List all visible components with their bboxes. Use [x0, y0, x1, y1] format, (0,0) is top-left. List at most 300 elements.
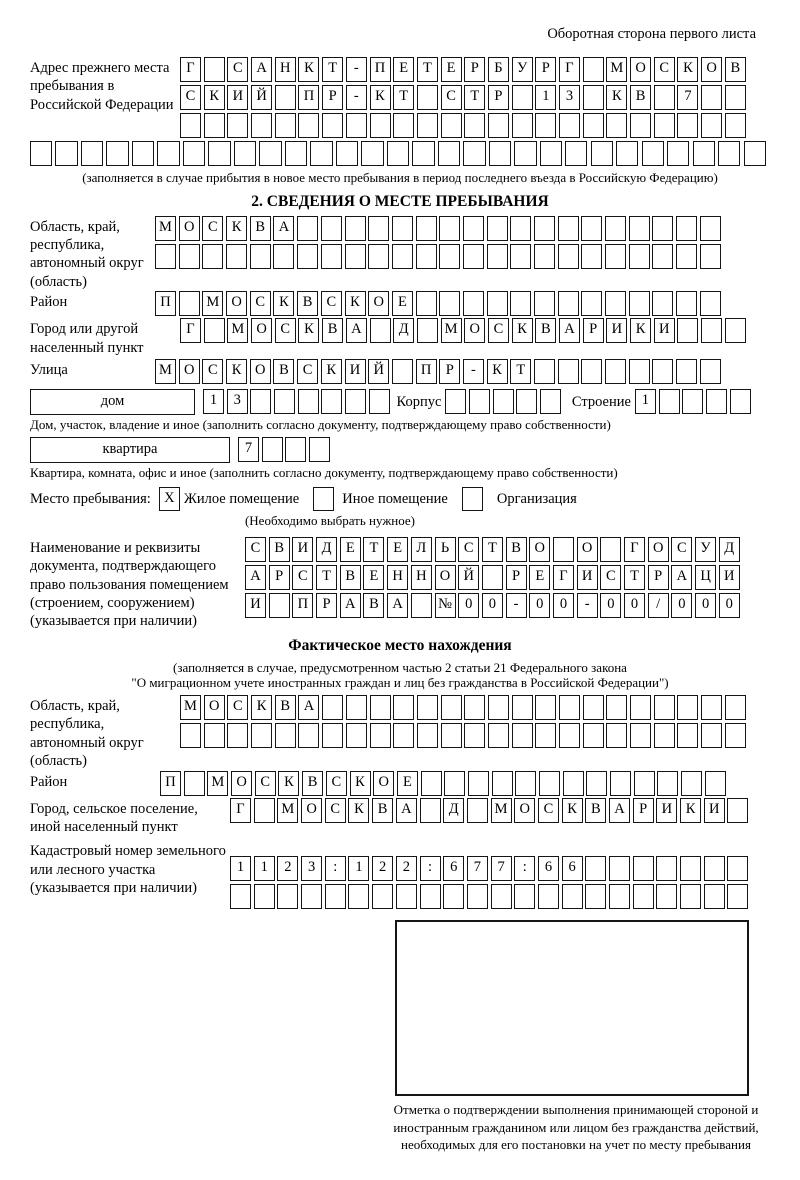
char-cell[interactable] — [285, 141, 307, 166]
char-cell[interactable] — [700, 291, 721, 316]
char-cell[interactable]: 0 — [671, 593, 692, 618]
char-cell[interactable] — [183, 141, 205, 166]
char-cell[interactable] — [634, 771, 655, 796]
char-cell[interactable]: Т — [464, 85, 485, 110]
char-cell[interactable] — [583, 723, 604, 748]
char-cell[interactable]: / — [648, 593, 669, 618]
char-cell[interactable] — [463, 244, 484, 269]
char-cell[interactable] — [420, 884, 441, 909]
char-cell[interactable]: М — [441, 318, 462, 343]
char-cell[interactable]: К — [321, 359, 342, 384]
char-cell[interactable]: С — [326, 771, 347, 796]
char-cell[interactable] — [565, 141, 587, 166]
char-cell[interactable]: К — [677, 57, 698, 82]
char-cell[interactable]: В — [725, 57, 746, 82]
char-cell[interactable] — [705, 771, 726, 796]
char-cell[interactable] — [730, 389, 751, 414]
char-cell[interactable]: С — [202, 216, 223, 241]
char-cell[interactable] — [250, 244, 271, 269]
char-cell[interactable]: Т — [393, 85, 414, 110]
char-cell[interactable]: М — [207, 771, 228, 796]
char-cell[interactable] — [204, 318, 225, 343]
char-cell[interactable]: - — [346, 57, 367, 82]
char-cell[interactable] — [469, 389, 490, 414]
char-cell[interactable] — [157, 141, 179, 166]
char-cell[interactable] — [298, 389, 319, 414]
char-cell[interactable] — [417, 113, 438, 138]
char-cell[interactable]: С — [671, 537, 692, 562]
char-cell[interactable] — [234, 141, 256, 166]
char-cell[interactable] — [416, 291, 437, 316]
char-cell[interactable]: К — [350, 771, 371, 796]
char-cell[interactable]: К — [680, 798, 701, 823]
char-cell[interactable] — [558, 359, 579, 384]
char-cell[interactable]: К — [278, 771, 299, 796]
char-cell[interactable]: Г — [230, 798, 251, 823]
char-cell[interactable] — [512, 695, 533, 720]
char-cell[interactable] — [262, 437, 283, 462]
char-cell[interactable] — [534, 244, 555, 269]
char-cell[interactable]: А — [559, 318, 580, 343]
char-cell[interactable] — [559, 723, 580, 748]
char-cell[interactable]: - — [463, 359, 484, 384]
char-cell[interactable]: М — [202, 291, 223, 316]
char-cell[interactable]: Д — [443, 798, 464, 823]
char-cell[interactable] — [725, 318, 746, 343]
char-cell[interactable]: С — [600, 565, 621, 590]
char-cell[interactable] — [677, 113, 698, 138]
char-cell[interactable] — [226, 244, 247, 269]
char-cell[interactable] — [345, 216, 366, 241]
char-cell[interactable]: С — [325, 798, 346, 823]
char-cell[interactable] — [251, 723, 272, 748]
char-cell[interactable] — [605, 244, 626, 269]
char-cell[interactable]: С — [245, 537, 266, 562]
char-cell[interactable]: В — [630, 85, 651, 110]
char-cell[interactable] — [208, 141, 230, 166]
char-cell[interactable] — [298, 723, 319, 748]
char-cell[interactable]: - — [577, 593, 598, 618]
char-cell[interactable] — [676, 244, 697, 269]
char-cell[interactable] — [285, 437, 306, 462]
char-cell[interactable]: П — [155, 291, 176, 316]
char-cell[interactable] — [659, 389, 680, 414]
char-cell[interactable]: О — [226, 291, 247, 316]
char-cell[interactable] — [81, 141, 103, 166]
char-cell[interactable] — [322, 723, 343, 748]
char-cell[interactable]: А — [396, 798, 417, 823]
char-cell[interactable] — [512, 113, 533, 138]
char-cell[interactable]: - — [506, 593, 527, 618]
char-cell[interactable] — [510, 291, 531, 316]
char-cell[interactable]: О — [231, 771, 252, 796]
char-cell[interactable]: О — [514, 798, 535, 823]
char-cell[interactable] — [677, 723, 698, 748]
char-cell[interactable]: И — [292, 537, 313, 562]
char-cell[interactable]: И — [704, 798, 725, 823]
char-cell[interactable]: Е — [529, 565, 550, 590]
char-cell[interactable] — [605, 291, 626, 316]
char-cell[interactable]: В — [302, 771, 323, 796]
char-cell[interactable] — [585, 884, 606, 909]
char-cell[interactable]: В — [322, 318, 343, 343]
char-cell[interactable]: 7 — [467, 856, 488, 881]
char-cell[interactable]: В — [269, 537, 290, 562]
char-cell[interactable] — [392, 216, 413, 241]
char-cell[interactable] — [309, 437, 330, 462]
char-cell[interactable] — [55, 141, 77, 166]
char-cell[interactable]: У — [695, 537, 716, 562]
char-cell[interactable] — [534, 291, 555, 316]
char-cell[interactable] — [464, 723, 485, 748]
char-cell[interactable]: К — [562, 798, 583, 823]
char-cell[interactable] — [605, 359, 626, 384]
char-cell[interactable]: С — [538, 798, 559, 823]
char-cell[interactable] — [421, 771, 442, 796]
char-cell[interactable]: К — [298, 57, 319, 82]
char-cell[interactable]: Т — [482, 537, 503, 562]
char-cell[interactable]: А — [387, 593, 408, 618]
char-cell[interactable]: М — [227, 318, 248, 343]
char-cell[interactable]: А — [273, 216, 294, 241]
char-cell[interactable]: О — [577, 537, 598, 562]
char-cell[interactable]: К — [251, 695, 272, 720]
char-cell[interactable]: 0 — [482, 593, 503, 618]
char-cell[interactable] — [321, 216, 342, 241]
char-cell[interactable] — [370, 695, 391, 720]
char-cell[interactable] — [680, 856, 701, 881]
char-cell[interactable]: С — [255, 771, 276, 796]
char-cell[interactable] — [583, 85, 604, 110]
char-cell[interactable] — [510, 244, 531, 269]
char-cell[interactable] — [155, 244, 176, 269]
char-cell[interactable] — [346, 113, 367, 138]
char-cell[interactable] — [616, 141, 638, 166]
char-cell[interactable]: Р — [316, 593, 337, 618]
char-cell[interactable] — [563, 771, 584, 796]
char-cell[interactable]: В — [585, 798, 606, 823]
char-cell[interactable] — [277, 884, 298, 909]
char-cell[interactable] — [510, 216, 531, 241]
char-cell[interactable] — [654, 85, 675, 110]
char-cell[interactable]: К — [345, 291, 366, 316]
char-cell[interactable] — [540, 389, 561, 414]
char-cell[interactable]: С — [227, 695, 248, 720]
char-cell[interactable]: В — [340, 565, 361, 590]
char-cell[interactable]: Д — [719, 537, 740, 562]
char-cell[interactable] — [558, 216, 579, 241]
char-cell[interactable] — [704, 856, 725, 881]
char-cell[interactable]: И — [577, 565, 598, 590]
char-cell[interactable]: К — [204, 85, 225, 110]
char-cell[interactable]: Р — [464, 57, 485, 82]
char-cell[interactable] — [540, 141, 562, 166]
char-cell[interactable] — [180, 113, 201, 138]
char-cell[interactable] — [297, 216, 318, 241]
char-cell[interactable] — [654, 695, 675, 720]
char-cell[interactable] — [345, 244, 366, 269]
char-cell[interactable]: И — [606, 318, 627, 343]
char-cell[interactable] — [629, 244, 650, 269]
char-cell[interactable]: А — [251, 57, 272, 82]
char-cell[interactable] — [132, 141, 154, 166]
char-cell[interactable] — [297, 244, 318, 269]
char-cell[interactable]: М — [180, 695, 201, 720]
char-cell[interactable] — [417, 723, 438, 748]
char-cell[interactable] — [310, 141, 332, 166]
char-cell[interactable] — [725, 85, 746, 110]
char-cell[interactable]: Н — [411, 565, 432, 590]
char-cell[interactable] — [439, 291, 460, 316]
char-cell[interactable] — [512, 723, 533, 748]
char-cell[interactable] — [361, 141, 383, 166]
char-cell[interactable] — [369, 389, 390, 414]
char-cell[interactable]: С — [441, 85, 462, 110]
char-cell[interactable] — [727, 884, 748, 909]
char-cell[interactable]: С — [321, 291, 342, 316]
char-cell[interactable] — [493, 389, 514, 414]
char-cell[interactable] — [412, 141, 434, 166]
char-cell[interactable] — [553, 537, 574, 562]
char-cell[interactable]: К — [226, 216, 247, 241]
char-cell[interactable] — [514, 141, 536, 166]
char-cell[interactable]: М — [155, 359, 176, 384]
char-cell[interactable]: В — [372, 798, 393, 823]
char-cell[interactable] — [491, 884, 512, 909]
char-cell[interactable]: Р — [535, 57, 556, 82]
char-cell[interactable]: 6 — [562, 856, 583, 881]
char-cell[interactable] — [417, 85, 438, 110]
char-cell[interactable]: В — [273, 359, 294, 384]
char-cell[interactable]: Е — [393, 57, 414, 82]
char-cell[interactable] — [345, 389, 366, 414]
char-cell[interactable] — [393, 723, 414, 748]
char-cell[interactable]: К — [298, 318, 319, 343]
char-cell[interactable] — [254, 884, 275, 909]
char-cell[interactable] — [269, 593, 290, 618]
char-cell[interactable] — [487, 291, 508, 316]
char-cell[interactable] — [488, 695, 509, 720]
char-cell[interactable]: С — [488, 318, 509, 343]
char-cell[interactable] — [488, 113, 509, 138]
char-cell[interactable]: Е — [387, 537, 408, 562]
char-cell[interactable]: С — [202, 359, 223, 384]
char-cell[interactable] — [667, 141, 689, 166]
char-cell[interactable] — [534, 359, 555, 384]
char-cell[interactable]: С — [180, 85, 201, 110]
char-cell[interactable] — [439, 244, 460, 269]
checkbox-inoe[interactable] — [313, 487, 334, 511]
char-cell[interactable]: 1 — [230, 856, 251, 881]
char-cell[interactable] — [706, 389, 727, 414]
char-cell[interactable] — [273, 244, 294, 269]
char-cell[interactable]: 3 — [301, 856, 322, 881]
char-cell[interactable]: 1 — [348, 856, 369, 881]
char-cell[interactable]: С — [292, 565, 313, 590]
char-cell[interactable] — [682, 389, 703, 414]
char-cell[interactable]: Т — [624, 565, 645, 590]
char-cell[interactable] — [700, 216, 721, 241]
char-cell[interactable] — [559, 113, 580, 138]
char-cell[interactable]: : — [514, 856, 535, 881]
char-cell[interactable] — [467, 884, 488, 909]
char-cell[interactable] — [652, 244, 673, 269]
char-cell[interactable]: Т — [510, 359, 531, 384]
char-cell[interactable] — [701, 723, 722, 748]
char-cell[interactable] — [535, 723, 556, 748]
char-cell[interactable] — [396, 884, 417, 909]
char-cell[interactable] — [539, 771, 560, 796]
char-cell[interactable]: О — [373, 771, 394, 796]
char-cell[interactable]: С — [250, 291, 271, 316]
char-cell[interactable]: Г — [624, 537, 645, 562]
char-cell[interactable] — [417, 318, 438, 343]
char-cell[interactable]: Й — [251, 85, 272, 110]
char-cell[interactable] — [704, 884, 725, 909]
char-cell[interactable]: Б — [488, 57, 509, 82]
char-cell[interactable]: 3 — [227, 389, 248, 414]
char-cell[interactable] — [259, 141, 281, 166]
char-cell[interactable] — [701, 318, 722, 343]
char-cell[interactable]: Р — [648, 565, 669, 590]
char-cell[interactable] — [420, 798, 441, 823]
char-cell[interactable] — [274, 389, 295, 414]
char-cell[interactable] — [204, 723, 225, 748]
char-cell[interactable]: 0 — [600, 593, 621, 618]
char-cell[interactable] — [370, 113, 391, 138]
char-cell[interactable]: 6 — [538, 856, 559, 881]
char-cell[interactable] — [583, 113, 604, 138]
char-cell[interactable] — [179, 244, 200, 269]
char-cell[interactable]: Й — [368, 359, 389, 384]
char-cell[interactable] — [275, 85, 296, 110]
char-cell[interactable]: 1 — [635, 389, 656, 414]
char-cell[interactable]: Е — [392, 291, 413, 316]
char-cell[interactable]: О — [301, 798, 322, 823]
char-cell[interactable] — [677, 318, 698, 343]
char-cell[interactable] — [701, 695, 722, 720]
char-cell[interactable]: И — [654, 318, 675, 343]
char-cell[interactable]: 6 — [443, 856, 464, 881]
char-cell[interactable] — [348, 884, 369, 909]
char-cell[interactable]: 0 — [458, 593, 479, 618]
char-cell[interactable]: С — [227, 57, 248, 82]
char-cell[interactable]: 0 — [553, 593, 574, 618]
char-cell[interactable]: М — [155, 216, 176, 241]
char-cell[interactable] — [251, 113, 272, 138]
char-cell[interactable] — [298, 113, 319, 138]
char-cell[interactable] — [700, 244, 721, 269]
char-cell[interactable] — [652, 216, 673, 241]
char-cell[interactable] — [538, 884, 559, 909]
char-cell[interactable]: 2 — [277, 856, 298, 881]
char-cell[interactable] — [558, 291, 579, 316]
char-cell[interactable] — [227, 723, 248, 748]
char-cell[interactable]: Т — [363, 537, 384, 562]
char-cell[interactable] — [600, 537, 621, 562]
char-cell[interactable]: Е — [363, 565, 384, 590]
char-cell[interactable]: И — [227, 85, 248, 110]
char-cell[interactable] — [586, 771, 607, 796]
char-cell[interactable] — [445, 389, 466, 414]
char-cell[interactable] — [392, 244, 413, 269]
char-cell[interactable] — [464, 695, 485, 720]
char-cell[interactable] — [346, 695, 367, 720]
char-cell[interactable] — [718, 141, 740, 166]
char-cell[interactable] — [368, 244, 389, 269]
char-cell[interactable]: К — [273, 291, 294, 316]
char-cell[interactable] — [492, 771, 513, 796]
char-cell[interactable] — [606, 723, 627, 748]
char-cell[interactable]: № — [435, 593, 456, 618]
char-cell[interactable] — [581, 244, 602, 269]
char-cell[interactable] — [487, 216, 508, 241]
char-cell[interactable] — [629, 359, 650, 384]
char-cell[interactable] — [392, 359, 413, 384]
char-cell[interactable]: У — [512, 57, 533, 82]
char-cell[interactable]: И — [656, 798, 677, 823]
char-cell[interactable]: А — [346, 318, 367, 343]
char-cell[interactable] — [581, 216, 602, 241]
char-cell[interactable]: М — [277, 798, 298, 823]
char-cell[interactable] — [202, 244, 223, 269]
char-cell[interactable]: О — [204, 695, 225, 720]
char-cell[interactable]: Т — [322, 57, 343, 82]
char-cell[interactable] — [387, 141, 409, 166]
char-cell[interactable] — [654, 113, 675, 138]
char-cell[interactable] — [275, 113, 296, 138]
char-cell[interactable] — [488, 723, 509, 748]
char-cell[interactable] — [441, 113, 462, 138]
char-cell[interactable]: В — [275, 695, 296, 720]
char-cell[interactable]: И — [719, 565, 740, 590]
char-cell[interactable] — [581, 359, 602, 384]
char-cell[interactable]: И — [245, 593, 266, 618]
char-cell[interactable]: И — [345, 359, 366, 384]
char-cell[interactable]: Г — [553, 565, 574, 590]
char-cell[interactable] — [515, 771, 536, 796]
char-cell[interactable] — [325, 884, 346, 909]
char-cell[interactable]: Д — [393, 318, 414, 343]
char-cell[interactable] — [230, 884, 251, 909]
char-cell[interactable]: О — [630, 57, 651, 82]
char-cell[interactable] — [336, 141, 358, 166]
char-cell[interactable]: О — [435, 565, 456, 590]
char-cell[interactable]: Й — [458, 565, 479, 590]
char-cell[interactable] — [438, 141, 460, 166]
char-cell[interactable] — [700, 359, 721, 384]
char-cell[interactable] — [633, 856, 654, 881]
char-cell[interactable]: 0 — [695, 593, 716, 618]
char-cell[interactable]: О — [250, 359, 271, 384]
char-cell[interactable] — [370, 318, 391, 343]
char-cell[interactable] — [630, 695, 651, 720]
char-cell[interactable] — [744, 141, 766, 166]
char-cell[interactable] — [393, 695, 414, 720]
char-cell[interactable]: Р — [583, 318, 604, 343]
char-cell[interactable] — [606, 695, 627, 720]
char-cell[interactable]: К — [487, 359, 508, 384]
char-cell[interactable] — [701, 85, 722, 110]
char-cell[interactable] — [439, 216, 460, 241]
char-cell[interactable] — [585, 856, 606, 881]
char-cell[interactable]: К — [226, 359, 247, 384]
char-cell[interactable] — [591, 141, 613, 166]
char-cell[interactable]: А — [340, 593, 361, 618]
char-cell[interactable]: Г — [180, 57, 201, 82]
checkbox-organizatsiya[interactable] — [462, 487, 483, 511]
char-cell[interactable]: Р — [633, 798, 654, 823]
